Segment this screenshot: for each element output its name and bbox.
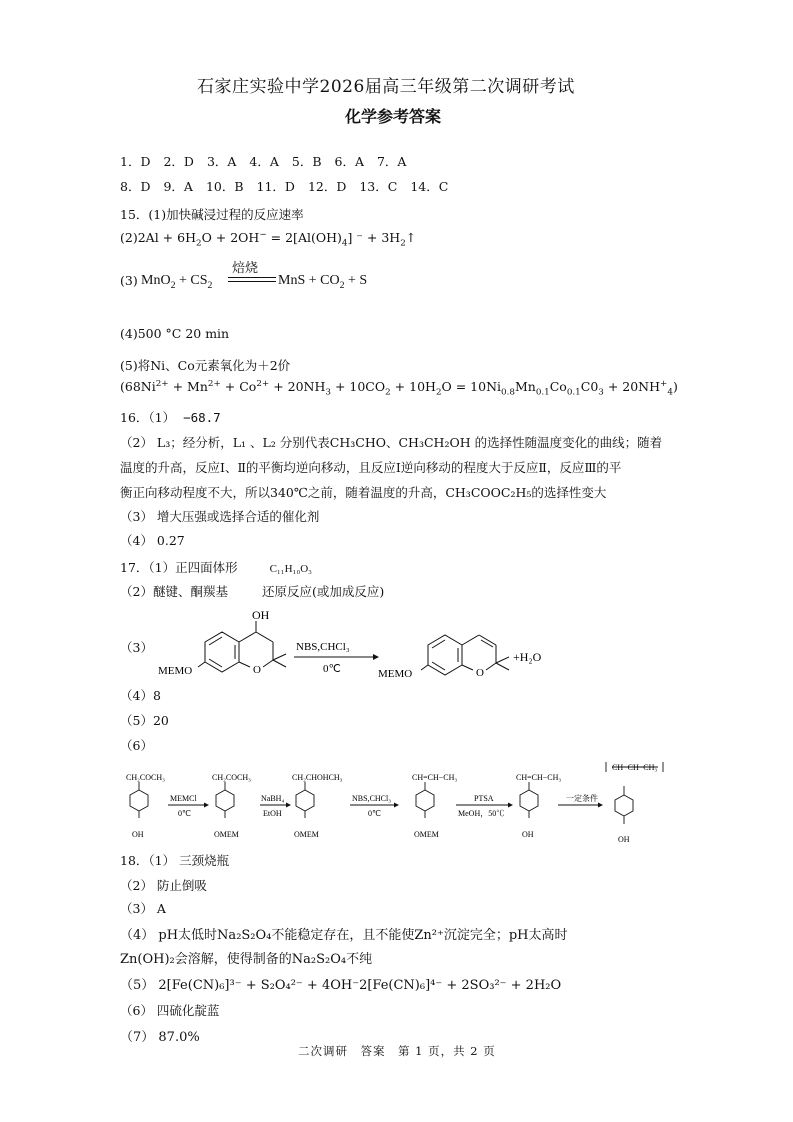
- molecular-formula: C₁₁H₁₀O₃: [269, 563, 312, 575]
- q17-part3-label: （3）: [120, 640, 153, 655]
- q17-part2: （2）醚键、酮羰基 还原反应(或加成反应): [120, 584, 385, 599]
- svg-text:CH−CH−CH₃: CH−CH−CH₃: [612, 763, 658, 772]
- svg-text:PTSA: PTSA: [474, 794, 494, 803]
- choice-answer: 1．D: [120, 154, 151, 169]
- svg-text:CH=CH−CH₃: CH=CH−CH₃: [412, 773, 458, 782]
- svg-text:CH₂CHOHCH₃: CH₂CHOHCH₃: [292, 773, 343, 782]
- choice-answer: 14．C: [410, 179, 449, 194]
- svg-text:O: O: [253, 664, 261, 676]
- choice-answer: 10．B: [205, 179, 244, 194]
- q18-part4-line2: Zn(OH)₂会溶解，使得制备的Na₂S₂O₄不纯: [120, 952, 373, 967]
- svg-text:NaBH₄: NaBH₄: [261, 794, 285, 803]
- svg-text:MeOH，50℃: MeOH，50℃: [458, 809, 505, 818]
- choice-answers-row-1: [120, 152, 415, 170]
- svg-text:O: O: [476, 667, 484, 679]
- svg-text:OH: OH: [252, 608, 270, 622]
- q16-part2-line3: 衡正向移动程度不大，所以340℃之前，随着温度的升高，CH₃COOC₂H₅的选择性变大: [120, 485, 607, 500]
- q17-part3-reaction-scheme: [150, 605, 570, 687]
- choice-answer: 2．D: [163, 154, 194, 169]
- page-subtitle: 化学参考答案: [345, 107, 442, 126]
- svg-text:MEMO: MEMO: [158, 665, 193, 677]
- page-footer: 二次调研 答案 第 1 页，共 2 页: [298, 1044, 496, 1058]
- q17-part5: （5）20: [120, 713, 169, 728]
- product-structure: [421, 635, 509, 675]
- svg-text:OMEM: OMEM: [294, 830, 319, 839]
- svg-text:OMEM: OMEM: [414, 830, 439, 839]
- double-arrow-equals: [228, 276, 276, 284]
- reaction-condition: 焙烧: [232, 261, 259, 276]
- q18-part1: 18．（1） 三颈烧瓶: [120, 853, 230, 868]
- q15-part4: (4)500 °C 20 min: [120, 326, 230, 341]
- q15-part5-equation: $(68Ni^{2+} + Mn^{2+} + Co^{2+} + 20NH_3 + 10CO_2 + 10H_2O = 10Ni_{0.8}Mn_{0.1}Co_{0.1}C0_3 + 20NH^+_4)$: [120, 378, 678, 398]
- choice-answer: 7．A: [376, 154, 407, 169]
- q17-part6-label: （6）: [120, 738, 153, 753]
- svg-text:OH: OH: [618, 835, 630, 844]
- svg-text:OMEM: OMEM: [214, 830, 239, 839]
- svg-text:CH₂COCH₃: CH₂COCH₃: [212, 773, 251, 782]
- reagent-label: NBS,CHCl₃: [296, 641, 350, 653]
- q17-part1: 17．（1）正四面体形 C₁₁H₁₀O₃: [120, 560, 312, 575]
- q16-part3: （3） 增大压强或选择合适的催化剂: [120, 509, 320, 524]
- q15-part2-equation: $(2)2Al + 6H_2O + 2OH^- = 2[Al(OH)_4]$ ⁻ + $3H_2↑$: [120, 229, 417, 249]
- q16-part2-line1: （2） L₃；经分析，L₁ 、L₂ 分别代表CH₃CHO、CH₃CH₂OH 的选择性随温度变化的曲线；随着: [120, 435, 663, 450]
- svg-text:OH: OH: [132, 830, 144, 839]
- svg-text:EtOH: EtOH: [263, 809, 282, 818]
- q17-part4: （4）8: [120, 688, 161, 703]
- choice-answer: 9．A: [163, 179, 193, 194]
- q15-part1: 15．(1)加快碱浸过程的反应速率: [120, 207, 304, 222]
- q15-part5: (5)将Ni、Co元素氧化为＋2价: [120, 358, 291, 373]
- temperature-label: 0℃: [323, 663, 341, 675]
- q18-part3: （3） A: [120, 901, 166, 916]
- svg-text:NBS,CHCl₃: NBS,CHCl₃: [352, 794, 392, 803]
- choice-answer: 8．D: [120, 179, 151, 194]
- svg-text:OH: OH: [522, 830, 534, 839]
- choice-answers-row-2: [120, 177, 457, 195]
- q18-part5-equation: （5） 2[Fe(CN)₆]³⁻ + S₂O₄²⁻ + 4OH⁻2[Fe(CN)₆]⁴⁻ + 2SO₃²⁻ + 2H₂O: [120, 978, 562, 993]
- q18-part6: （6） 四硫化靛蓝: [120, 1003, 220, 1018]
- q16-part1: 16．（1） −68.7: [120, 410, 221, 425]
- q18-part7: （7） 87.0%: [120, 1030, 200, 1045]
- choice-answer: 4．A: [249, 154, 279, 169]
- q18-part2: （2） 防止倒吸: [120, 878, 207, 893]
- svg-text:MEMCl: MEMCl: [170, 794, 197, 803]
- svg-text:CH=CH−CH₃: CH=CH−CH₃: [516, 773, 562, 782]
- svg-text:CH₂COCH₃: CH₂COCH₃: [126, 773, 165, 782]
- q18-part4-line1: （4） pH太低时Na₂S₂O₄不能稳定存在，且不能使Zn²⁺沉淀完全；pH太高时: [120, 928, 568, 943]
- reactant-structure: [198, 621, 286, 672]
- q16-part4: （4） 0.27: [120, 533, 185, 548]
- q16-enthalpy-value: −68.7: [183, 410, 221, 425]
- choice-answer: 12．D: [307, 179, 347, 194]
- page-title: 石家庄实验中学2026届高三年级第二次调研考试: [197, 77, 575, 97]
- svg-text:0℃: 0℃: [368, 809, 381, 818]
- q16-part2-line2: 温度的升高，反应Ⅰ、Ⅱ的平衡均逆向移动，且反应Ⅰ逆向移动的程度大于反应Ⅱ，反应Ⅲ的平: [120, 460, 622, 475]
- svg-text:一定条件: 一定条件: [566, 794, 598, 803]
- q17-part6-synthetic-route: [118, 758, 678, 846]
- choice-answer: 3．A: [206, 154, 237, 169]
- svg-text:MEMO: MEMO: [378, 668, 413, 680]
- choice-answer: 5．B: [291, 154, 322, 169]
- svg-text:0℃: 0℃: [178, 809, 191, 818]
- water-byproduct: +H₂O: [513, 650, 542, 664]
- choice-answer: 13．C: [359, 179, 398, 194]
- choice-answer: 6．A: [334, 154, 364, 169]
- choice-answer: 11．D: [256, 179, 295, 194]
